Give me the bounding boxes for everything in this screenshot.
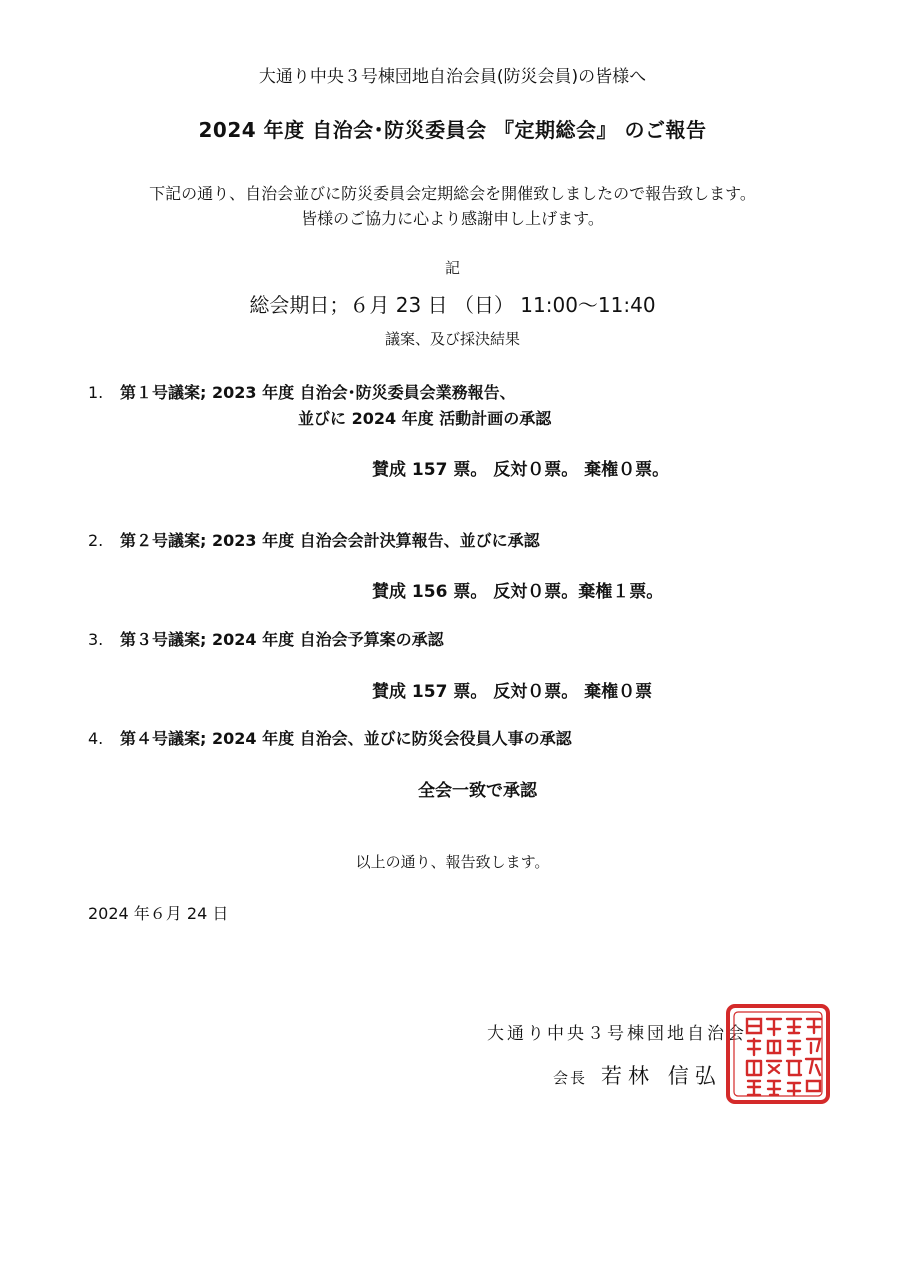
agenda-item-4-result: 全会一致で承認 xyxy=(418,781,537,801)
agenda-item-4-title xyxy=(88,726,572,749)
agenda-item-2-title xyxy=(88,528,540,551)
agenda-subheading: 議案、及び採決結果 xyxy=(384,330,520,348)
addressee-line: 大通り中央３号棟団地自治会員(防災会員)の皆様へ xyxy=(258,67,647,87)
agenda-item-2-result: 賛成 156 票。 反対０票。棄権１票。 xyxy=(372,582,664,602)
agenda-item-number: 3. xyxy=(88,630,104,649)
agenda-item-text: 第３号議案; 2024 年度 自治会予算案の承認 xyxy=(120,630,444,649)
intro-line-1: 下記の通り、自治会並びに防災委員会定期総会を開催致しましたので報告致します。 xyxy=(149,184,756,203)
agenda-item-1-result: 賛成 157 票。 反対０票。 棄権０票。 xyxy=(372,460,670,480)
closing-statement: 以上の通り、報告致します。 xyxy=(355,853,550,871)
agenda-item-text: 第１号議案; 2023 年度 自治会･防災委員会業務報告、 xyxy=(120,383,516,402)
agenda-item-text: 第４号議案; 2024 年度 自治会、並びに防災会役員人事の承認 xyxy=(120,729,572,748)
signature-role: 会長 xyxy=(553,1069,588,1087)
agenda-item-number: 1. xyxy=(88,383,104,402)
report-title: 2024 年度 自治会･防災委員会 『定期総会』 のご報告 xyxy=(198,118,707,142)
agenda-item-number: 4. xyxy=(88,729,104,748)
agenda-item-number: 2. xyxy=(88,531,104,550)
agenda-item-3-title xyxy=(88,627,444,650)
signature-president xyxy=(553,1060,722,1090)
signature-name: 若林 信弘 xyxy=(601,1064,722,1088)
agenda-item-1-title-cont: 並びに 2024 年度 活動計画の承認 xyxy=(298,409,552,428)
meeting-datetime: 総会期日；６月 23 日 （日） 11:00～11:40 xyxy=(249,293,656,317)
intro-line-2: 皆様のご協力に心より感謝申し上げます。 xyxy=(301,209,604,228)
agenda-item-3-result: 賛成 157 票。 反対０票。 棄権０票 xyxy=(372,682,653,702)
official-seal-icon xyxy=(725,1003,831,1105)
report-date: 2024 年６月 24 日 xyxy=(88,904,229,923)
ki-marker: 記 xyxy=(444,259,460,277)
agenda-item-1-title xyxy=(88,380,516,403)
signature-organization: 大通り中央３号棟団地自治会 xyxy=(487,1024,747,1044)
agenda-item-text: 第２号議案; 2023 年度 自治会会計決算報告、並びに承認 xyxy=(120,531,540,550)
